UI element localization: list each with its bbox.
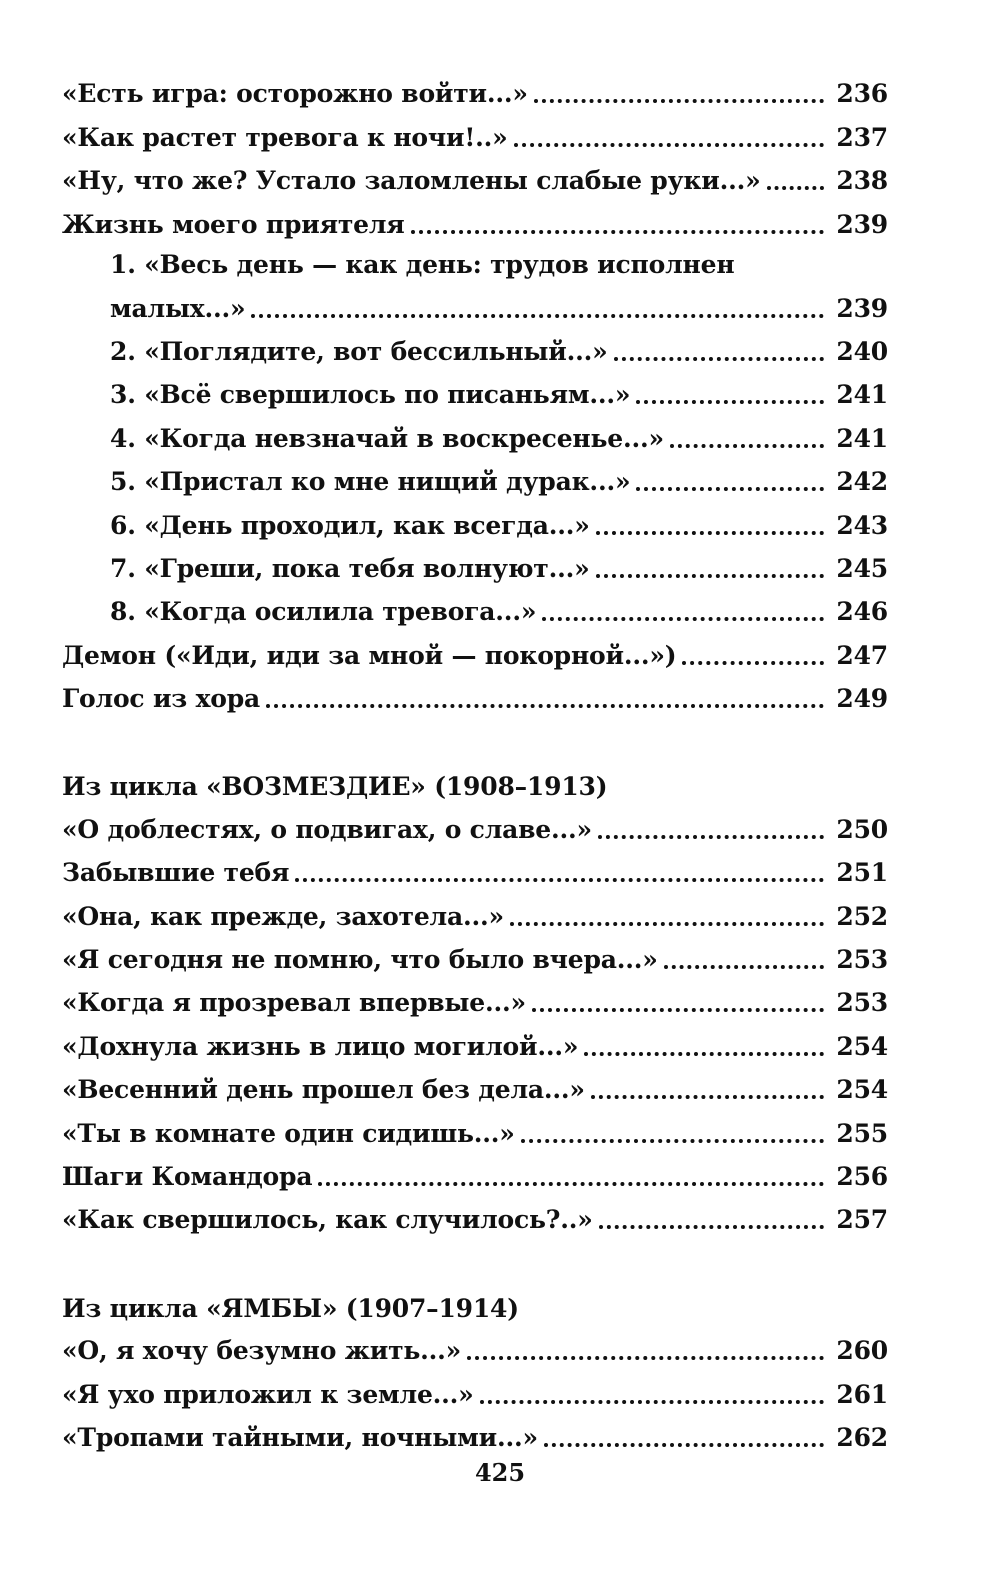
toc-entry-page: 239: [836, 209, 888, 239]
toc-entry-page: 247: [836, 640, 888, 670]
toc-entry-page: 253: [836, 945, 888, 975]
toc-group-1: [62, 66, 888, 714]
toc-entry-page: 241: [836, 380, 888, 410]
toc-entry: [62, 888, 888, 931]
dot-leader: [318, 1182, 824, 1186]
toc-entry: [62, 367, 888, 410]
dot-leader: [767, 186, 824, 190]
toc-entry-page: 245: [836, 553, 888, 583]
dot-leader: [534, 99, 824, 103]
toc-entry-page: 262: [836, 1422, 888, 1452]
toc-entry: [62, 975, 888, 1018]
toc-entry-page: 237: [836, 122, 888, 152]
toc-entry: [62, 1192, 888, 1235]
dot-leader: [251, 314, 824, 318]
toc-entry: [62, 1366, 888, 1409]
toc-entry: [62, 497, 888, 540]
dot-leader: [599, 1225, 824, 1229]
dot-leader: [510, 922, 824, 926]
dot-leader: [480, 1400, 824, 1404]
toc-entry: [62, 1323, 888, 1366]
toc-entry: [62, 584, 888, 627]
toc-entry-title: 8. «Когда осилила тревога...»: [110, 597, 537, 627]
toc-entry-title: Демон («Иди, иди за мной — покорной...»): [62, 640, 677, 670]
dot-leader: [544, 1443, 824, 1447]
toc-entry-page: 255: [836, 1118, 888, 1148]
page-number: 425: [474, 1458, 526, 1487]
toc-entry-page: 242: [836, 467, 888, 497]
toc-entry-page: 236: [836, 79, 888, 109]
toc-entry-page: 251: [836, 858, 888, 888]
toc-entry: [62, 109, 888, 152]
toc-entry-line2: [110, 284, 888, 324]
dot-leader: [467, 1356, 824, 1360]
section-spacer: [62, 714, 888, 758]
table-of-contents: [62, 66, 888, 1453]
toc-entry-page: 246: [836, 597, 888, 627]
toc-entry: [62, 1149, 888, 1192]
toc-entry-page: 240: [836, 336, 888, 366]
dot-leader: [591, 1095, 824, 1099]
toc-section-vozmezdie: [62, 758, 888, 1235]
toc-entry-title: Жизнь моего приятеля: [62, 209, 405, 239]
toc-entry-title: «Как растет тревога к ночи!..»: [62, 122, 508, 152]
toc-entry: [62, 932, 888, 975]
toc-entry-title: Забывшие тебя: [62, 858, 290, 888]
toc-entry: [62, 541, 888, 584]
dot-leader: [614, 357, 824, 361]
dot-leader: [636, 487, 824, 491]
toc-entry: [62, 627, 888, 670]
dot-leader: [521, 1139, 824, 1143]
toc-entry-title-line1: 1. «Весь день — как день: трудов исполнен: [110, 249, 735, 279]
toc-entry-page: 254: [836, 1075, 888, 1105]
toc-entry-title: «Ты в комнате один сидишь...»: [62, 1118, 515, 1148]
dot-leader: [542, 617, 824, 621]
section-heading: Из цикла «ЯМБЫ» (1907–1914): [62, 1293, 519, 1323]
toc-entry-title: «О доблестях, о подвигах, о славе...»: [62, 814, 592, 844]
toc-entry-title: 2. «Поглядите, вот бессильный...»: [110, 336, 608, 366]
dot-leader: [596, 531, 824, 535]
toc-entry-title: «Есть игра: осторожно войти...»: [62, 79, 528, 109]
toc-entry-title: «Она, как прежде, захотела...»: [62, 901, 504, 931]
toc-entry-page: 249: [836, 684, 888, 714]
toc-entry-title: «Когда я прозревал впервые...»: [62, 988, 526, 1018]
toc-entry-title: «Весенний день прошел без дела...»: [62, 1075, 585, 1105]
toc-entry-page: 257: [836, 1205, 888, 1235]
toc-entry: [62, 801, 888, 844]
toc-entry-page: 252: [836, 901, 888, 931]
toc-entry-page: 260: [836, 1336, 888, 1366]
dot-leader: [266, 704, 824, 708]
toc-entry-title: «Тропами тайными, ночными...»: [62, 1422, 538, 1452]
dot-leader: [411, 230, 824, 234]
toc-entry-page: 238: [836, 166, 888, 196]
toc-entry-page: 243: [836, 510, 888, 540]
toc-entry-title: «Я сегодня не помню, что было вчера...»: [62, 945, 658, 975]
toc-entry: [62, 324, 888, 367]
dot-leader: [514, 143, 824, 147]
dot-leader: [596, 574, 824, 578]
toc-entry: [62, 1410, 888, 1453]
dot-leader: [636, 400, 824, 404]
dot-leader: [584, 1052, 824, 1056]
toc-entry-title: 5. «Пристал ко мне нищий дурак...»: [110, 467, 631, 497]
dot-leader: [598, 835, 824, 839]
dot-leader: [670, 444, 824, 448]
toc-entry-title: «Я ухо приложил к земле...»: [62, 1379, 474, 1409]
section-heading: Из цикла «ВОЗМЕЗДИЕ» (1908–1913): [62, 772, 608, 802]
toc-entry: [62, 1105, 888, 1148]
toc-entry-page: 253: [836, 988, 888, 1018]
toc-entry-title: 7. «Греши, пока тебя волнуют...»: [110, 553, 590, 583]
toc-entry-page: 261: [836, 1379, 888, 1409]
toc-entry: [62, 410, 888, 453]
dot-leader: [682, 661, 824, 665]
toc-entry: [62, 1018, 888, 1061]
toc-entry: [62, 1062, 888, 1105]
toc-entry-multiline: [62, 246, 888, 324]
toc-entry: [62, 66, 888, 109]
toc-entry-title: 3. «Всё свершилось по писаньям...»: [110, 380, 631, 410]
section-spacer: [62, 1235, 888, 1279]
toc-entry-title: 6. «День проходил, как всегда...»: [110, 510, 590, 540]
toc-entry-title: Голос из хора: [62, 684, 261, 714]
dot-leader: [295, 878, 824, 882]
toc-entry-page: 254: [836, 1031, 888, 1061]
toc-entry-title: «Как свершилось, как случилось?..»: [62, 1205, 593, 1235]
dot-leader: [532, 1008, 824, 1012]
dot-leader: [664, 965, 824, 969]
toc-entry-title-line2: малых...»: [110, 293, 246, 323]
toc-entry: [62, 671, 888, 714]
toc-entry-title: «О, я хочу безумно жить...»: [62, 1336, 462, 1366]
toc-entry: [62, 845, 888, 888]
toc-entry-title: «Дохнула жизнь в лицо могилой...»: [62, 1031, 579, 1061]
toc-entry: [62, 454, 888, 497]
toc-entry-title: Шаги Командора: [62, 1161, 313, 1191]
toc-entry-title: 4. «Когда невзначай в воскресенье...»: [110, 423, 664, 453]
toc-entry: [62, 153, 888, 196]
toc-entry-page: 241: [836, 423, 888, 453]
toc-entry-page: 239: [836, 293, 888, 323]
toc-entry-page: 250: [836, 814, 888, 844]
toc-entry-page: 256: [836, 1161, 888, 1191]
toc-section-yamby: [62, 1279, 888, 1453]
toc-entry: [62, 196, 888, 239]
toc-entry-title: «Ну, что же? Устало заломлены слабые руки...»: [62, 166, 761, 196]
